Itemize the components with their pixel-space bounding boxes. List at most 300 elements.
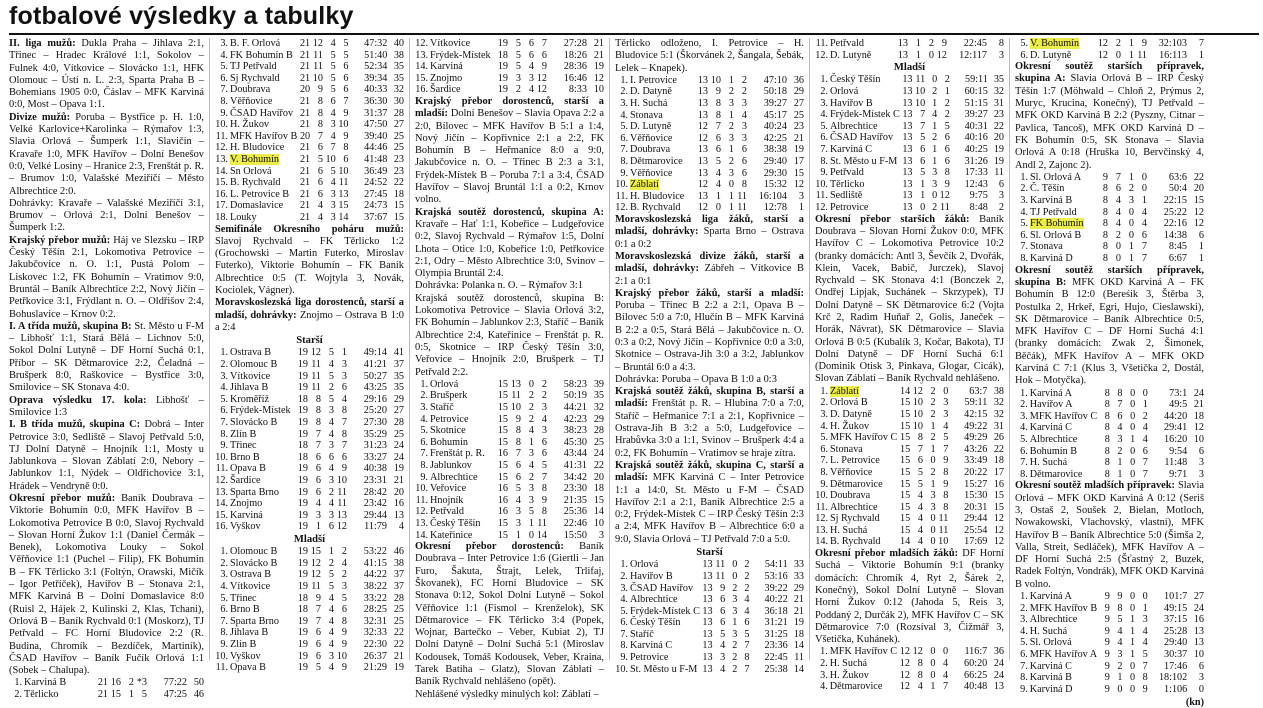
cell-score: 36:49 <box>364 165 388 177</box>
table-row <box>415 483 604 495</box>
cell-rank: 3. <box>220 38 228 49</box>
cell-team: H. Suchá <box>829 658 868 670</box>
cell-draws: 4 <box>328 498 334 510</box>
cell-played: 21 <box>299 165 311 177</box>
table-row <box>815 502 1004 514</box>
cell-score: 41:31 <box>563 459 587 471</box>
cell-draws: 4 <box>528 61 534 73</box>
cell-wins: 9 <box>1117 591 1123 602</box>
cell-wins: 12 <box>310 557 321 569</box>
cell-rank: 3. <box>420 401 428 413</box>
cell-score: 12:78 <box>763 202 787 214</box>
cell-wins: 1 <box>715 190 721 202</box>
results-text: Dohrávka: Polanka n. O. – Rýmařov 3:1 <box>415 280 583 292</box>
cell-team: H. Suchá <box>1029 457 1068 469</box>
cell-draws: 2 <box>732 640 738 652</box>
table-row <box>815 386 1004 398</box>
table-row <box>815 444 1004 456</box>
table-row <box>215 569 404 581</box>
cell-score: 41:48 <box>364 153 388 165</box>
cell-draws: 0 <box>1130 602 1136 614</box>
cell-played: 13 <box>697 167 708 179</box>
table-row <box>615 606 804 618</box>
cell-wins: 5 <box>1117 614 1123 626</box>
cell-team: Vítkovice <box>430 38 471 49</box>
results-text: MFK Karviná C – Inter Petrovice 1:1 a 14:0, St. Město u F-M – ČSAD Havířov 2:1 a 2:1, Baník Albrechtice 2:5 a 0:2, Frýdek-Místek C – IRP Český Těšín 2:3 a 2:4, MFK Havířov B – Albrechtice 6:0 a 9:0, Slavia Orlová – TJ Petřvald 7:0 a 5:0. <box>615 472 804 545</box>
standings-table <box>1015 172 1204 265</box>
table-row <box>415 38 604 50</box>
cell-points: 15 <box>593 494 604 506</box>
cell-points: 32 <box>393 84 404 96</box>
cell-played: 9 <box>1104 614 1110 626</box>
cell-rank: 10. <box>215 119 228 131</box>
table-row <box>1015 457 1204 469</box>
table-row <box>615 202 804 214</box>
cell-points: 24 <box>1193 387 1204 399</box>
table-row <box>815 658 1004 670</box>
cell-score: 22:16 <box>1163 218 1187 230</box>
cell-losses: 2 <box>541 390 547 402</box>
cell-score: 38:38 <box>763 144 787 156</box>
cell-score: 20:31 <box>964 501 988 513</box>
cell-draws: 1 <box>1128 241 1134 253</box>
cell-score: 44:20 <box>1164 410 1188 422</box>
competition-heading: Krajská soutěž dorostenců, skupina A: <box>415 206 604 218</box>
cell-played: 19 <box>497 38 508 49</box>
cell-points: 19 <box>393 662 404 674</box>
cell-draws: 0 <box>930 524 936 536</box>
cell-team: Šardice <box>230 475 261 486</box>
cell-score: 40:48 <box>964 681 988 693</box>
cell-draws: 2 <box>732 652 738 664</box>
cell-played: 15 <box>497 425 508 437</box>
table-row <box>215 558 404 570</box>
cell-draws: 1 <box>728 74 734 86</box>
results-paragraph <box>615 214 804 251</box>
cell-rank: 9. <box>620 167 628 179</box>
cell-losses: 2 <box>744 570 750 582</box>
standings-table <box>1015 388 1204 481</box>
cell-draws: 0 <box>1128 229 1134 241</box>
author-signature: (kn) <box>1185 697 1204 708</box>
cell-losses: 9 <box>343 107 349 119</box>
column-3 <box>409 38 609 700</box>
table-row <box>215 546 404 558</box>
table-row <box>815 86 1004 98</box>
cell-team: Dětmarovice <box>829 478 883 490</box>
cell-wins: 11 <box>511 390 521 402</box>
cell-rank: 10. <box>815 490 828 502</box>
cell-losses: 4 <box>1142 637 1148 649</box>
cell-rank: 7. <box>1020 660 1028 672</box>
cell-played: 13 <box>697 86 708 98</box>
table-row <box>815 513 1004 525</box>
table-row <box>415 495 604 507</box>
cell-played: 15 <box>899 432 911 444</box>
cell-played: 12 <box>899 669 910 681</box>
cell-score: 49:14 <box>363 347 387 359</box>
cell-played: 14 <box>899 385 911 397</box>
results-paragraph <box>415 280 604 292</box>
cell-draws: 1 <box>328 546 334 558</box>
cell-team: I. Petrovice <box>630 74 677 86</box>
cell-losses: 11 <box>1137 49 1147 61</box>
cell-losses: 10 <box>336 650 347 662</box>
cell-rank: 1. <box>820 646 828 658</box>
cell-team: Sl. Orlová A <box>1030 171 1082 183</box>
cell-played: 19 <box>497 61 508 73</box>
table-row <box>415 402 604 414</box>
cell-team: D. Lutyně <box>630 121 672 133</box>
table-row <box>415 472 604 484</box>
cell-points: 23 <box>793 121 804 133</box>
cell-rank: 12. <box>815 49 828 61</box>
table-row <box>815 98 1004 110</box>
table-row <box>1015 637 1204 649</box>
cell-wins: 6 <box>917 455 923 467</box>
cell-played: 19 <box>297 627 308 639</box>
cell-losses: 8 <box>341 615 347 627</box>
cell-rank: 16. <box>415 84 428 96</box>
cell-score: 24:73 <box>364 200 388 212</box>
cell-rank: 4. <box>220 581 228 593</box>
table-row <box>215 405 404 417</box>
cell-losses: 3 <box>541 401 547 413</box>
cell-played: 12 <box>1097 38 1108 49</box>
cell-draws: 0 <box>930 513 936 525</box>
cell-draws: 5 <box>328 347 334 359</box>
cell-points: 14 <box>793 640 804 652</box>
cell-score: 42:15 <box>964 408 988 420</box>
cell-played: 13 <box>902 86 913 98</box>
cell-team: Frenštát p. R. <box>430 448 485 460</box>
cell-losses: 7 <box>341 417 347 429</box>
table-row <box>215 38 404 50</box>
table-row <box>215 108 404 120</box>
cell-score: 8:33 <box>568 84 587 96</box>
cell-draws: 2 <box>128 677 134 689</box>
cell-played: 19 <box>297 486 308 498</box>
cell-team: H. Bludovice <box>229 142 285 154</box>
cell-played: 12 <box>697 121 708 133</box>
cell-draws: 1 <box>1130 614 1136 626</box>
table-row <box>1015 183 1204 195</box>
cell-score: 23:31 <box>363 475 387 486</box>
cell-rank: 2. <box>620 570 628 582</box>
table-row <box>815 190 1004 202</box>
cell-score: 51:15 <box>964 97 988 109</box>
cell-losses: 6 <box>744 617 750 629</box>
cell-wins: 4 <box>315 498 321 510</box>
cell-draws: 1 <box>930 478 936 490</box>
cell-score: 50:27 <box>363 370 387 382</box>
cell-played: 13 <box>902 132 913 144</box>
cell-wins: 3 <box>515 517 521 529</box>
cell-team: Karviná C <box>1029 422 1072 434</box>
cell-draws: 2 <box>932 202 938 214</box>
cell-team: Jihlava B <box>230 382 269 394</box>
cell-team: Dětmarovice <box>1029 468 1083 480</box>
cell-wins: 6 <box>317 188 323 200</box>
cell-points: 21 <box>793 605 804 617</box>
cell-losses: 11 <box>537 517 547 529</box>
cell-team: Frýdek-Místek C <box>829 109 900 121</box>
cell-rank: 6. <box>820 132 828 144</box>
cell-points: 3 <box>998 49 1004 61</box>
cell-team: Věřňovice <box>630 132 673 144</box>
cell-score: 36:18 <box>764 605 788 617</box>
cell-losses: 6 <box>341 604 347 616</box>
cell-wins: 6 <box>720 594 726 606</box>
cell-score: 43:25 <box>363 382 387 394</box>
cell-wins: 8 <box>917 658 923 670</box>
cell-rank: 8. <box>620 640 628 652</box>
table-row <box>1015 684 1204 696</box>
table-subheading: Mladší <box>293 533 326 545</box>
cell-rank: 3. <box>820 97 828 109</box>
cell-team: H. Suchá <box>1029 625 1068 637</box>
cell-rank: 3. <box>1020 614 1028 626</box>
competition-heading: Krajský přebor dorostenců, starší a mladší: <box>415 95 604 120</box>
cell-points: 13 <box>1193 637 1204 649</box>
cell-team: Dětmarovice <box>829 681 883 693</box>
cell-wins: 5 <box>515 61 521 73</box>
cell-score: 39:27 <box>763 98 787 110</box>
cell-score: 1:106 <box>1164 683 1188 695</box>
cell-wins: 11 <box>311 382 321 394</box>
cell-team: Karviná B <box>24 677 67 689</box>
cell-wins: 3 <box>515 72 521 84</box>
cell-played: 8 <box>1104 387 1110 399</box>
cell-points: 33 <box>793 570 804 582</box>
cell-played: 15 <box>497 517 508 529</box>
cell-wins: 9 <box>715 86 721 98</box>
cell-played: 8 <box>1104 422 1110 434</box>
cell-score: 6:67 <box>1168 253 1187 265</box>
cell-points: 22 <box>1193 171 1204 183</box>
cell-wins: 1 <box>315 521 321 533</box>
cell-played: 19 <box>297 405 308 417</box>
cell-played: 9 <box>1104 602 1110 614</box>
table-row <box>815 525 1004 537</box>
cell-team: Havířov B <box>829 97 873 109</box>
table-row <box>215 119 404 131</box>
cell-played: 8 <box>1102 229 1108 241</box>
table-row <box>815 202 1004 214</box>
cell-wins: 1 <box>915 38 921 49</box>
cell-wins: 4 <box>1115 218 1121 230</box>
cell-points: 10 <box>593 517 604 529</box>
cell-wins: 10 <box>710 74 721 86</box>
cell-losses: 2 <box>1142 410 1148 422</box>
cell-wins: 0 <box>920 202 926 214</box>
table-row <box>1015 195 1204 207</box>
cell-wins: 5 <box>515 38 521 49</box>
cell-losses: 12 <box>536 84 547 96</box>
results-paragraph <box>415 207 604 281</box>
cell-played: 8 <box>1102 241 1108 253</box>
cell-draws: 3 <box>328 650 334 662</box>
table-row <box>415 414 604 426</box>
cell-points: 24 <box>393 451 404 463</box>
cell-team: Jihlava B <box>230 627 269 639</box>
cell-played: 19 <box>297 347 308 359</box>
cell-played: 12 <box>697 202 708 214</box>
cell-score: 29:44 <box>363 509 387 521</box>
cell-team: Orlová <box>629 559 659 571</box>
cell-rank: 6. <box>420 436 428 448</box>
cell-score: 49:15 <box>1164 602 1188 614</box>
cell-wins: 0 <box>1115 49 1121 61</box>
cell-wins: 11 <box>715 570 726 582</box>
cell-draws: 2 <box>930 408 936 420</box>
cell-losses: 6 <box>541 448 547 460</box>
cell-draws: 4 <box>328 604 334 616</box>
cell-losses: 4 <box>744 594 750 606</box>
cell-team: Albrechtice <box>430 471 478 483</box>
cell-wins: 9 <box>720 582 726 594</box>
cell-team: MFK Havířov C <box>1029 410 1098 422</box>
cell-losses: 7 <box>541 38 547 49</box>
cell-losses: 9 <box>341 662 347 674</box>
cell-losses: 9 <box>541 61 547 73</box>
cell-draws: 1 <box>732 617 738 629</box>
cell-draws: 0 <box>930 646 936 658</box>
table-row <box>615 75 804 87</box>
cell-wins: 7 <box>315 440 321 452</box>
cell-rank: 14. <box>415 529 428 541</box>
cell-played: 19 <box>297 370 308 382</box>
cell-team: Sparta Brno <box>230 615 279 627</box>
cell-wins: 3 <box>1117 433 1123 445</box>
cell-played: 15 <box>497 378 508 390</box>
results-text: DF Horní Suchá – Viktorie Bohumín 9:1 (branky domácích: Chromík 4, Ryt 2, Šárek 2, Konečný), Sokol Dolní Lutyně – Slovan Horní Žukov 0:12 (Jahoda 5, Reis 3, Poddaný 2, Durčák 2), MFK Havířov C – SK Dětmarovice 7:0 (Rozsíval 3, Čižmář 3, Všetička, Kuhánek). <box>815 548 1004 646</box>
cell-draws: 1 <box>128 689 134 701</box>
cell-rank: 2. <box>1020 183 1028 195</box>
cell-team: Český Těšín <box>629 617 681 629</box>
cell-team: ČSAD Havířov <box>229 107 294 119</box>
cell-played: 19 <box>297 475 308 486</box>
cell-draws: 1 <box>728 202 734 214</box>
cell-score: 44:21 <box>563 401 587 413</box>
cell-score: 40:38 <box>363 463 387 475</box>
cell-points: 18 <box>993 455 1004 467</box>
cell-losses: 12 <box>536 72 547 84</box>
cell-losses: 11 <box>337 498 347 510</box>
cell-draws: 4 <box>330 130 336 142</box>
results-text: Znojmo – Ostrava B 1:0 a 2:4 <box>215 309 404 333</box>
table-row <box>215 84 404 96</box>
cell-score: 11:79 <box>364 521 387 533</box>
cell-team: Vyškov <box>230 650 261 662</box>
cell-losses: 14 <box>536 529 547 541</box>
cell-points: 18 <box>1193 410 1204 422</box>
cell-rank: 7. <box>820 144 828 156</box>
cell-draws: 0 <box>930 658 936 670</box>
cell-score: 25:20 <box>363 405 387 417</box>
table-row <box>815 536 1004 548</box>
cell-wins: 2 <box>1115 229 1121 241</box>
competition-heading: Okresní přebor starších žáků: <box>815 213 970 225</box>
cell-wins: 4 <box>917 490 923 502</box>
cell-score: 9:54 <box>1169 445 1188 457</box>
cell-wins: 5 <box>917 478 923 490</box>
cell-score: 51:40 <box>364 49 388 61</box>
cell-score: 39:34 <box>364 72 388 84</box>
column-1 <box>9 38 209 701</box>
cell-played: 13 <box>902 120 913 132</box>
cell-draws: 3 <box>732 594 738 606</box>
table-row <box>1015 434 1204 446</box>
cell-rank: 5. <box>1020 38 1028 49</box>
cell-draws: 0 <box>932 190 938 202</box>
table-row <box>215 521 404 533</box>
cell-team: Sj Rychvald <box>829 513 880 525</box>
cell-points: 16 <box>993 478 1004 490</box>
cell-team: Olomouc B <box>230 359 278 371</box>
cell-draws: 1 <box>528 436 534 448</box>
cell-draws: 4 <box>932 109 938 121</box>
cell-score: 22:45 <box>963 38 987 49</box>
results-paragraph <box>9 321 204 395</box>
cell-points: 25 <box>593 436 604 448</box>
cell-draws: 1 <box>930 420 936 432</box>
cell-rank: 8. <box>820 466 828 478</box>
cell-losses: 10 <box>938 536 949 548</box>
table-row <box>415 390 604 402</box>
cell-points: 22 <box>993 443 1004 455</box>
cell-played: 19 <box>297 662 308 674</box>
cell-team: St. Město u F-M <box>829 155 898 167</box>
cell-points: 21 <box>393 650 404 662</box>
cell-team: Doubrava <box>630 144 671 156</box>
cell-rank: 12. <box>815 513 828 525</box>
results-text: St. Město u F-M – Libhošť 1:1, Stará Bělá – Lichnov 5:0, Sokol Dolní Lutyně – DF Horní Suchá 0:1, Příbor – SK Dětmarovice 2:2, Čeladná – Brušperk 8:0, Raškovice – Bystřice 3:0, Smilovice – SK Stonava 4:0. <box>9 320 204 394</box>
cell-rank: 9. <box>820 478 828 490</box>
cell-rank: 4. <box>820 109 828 121</box>
column-2 <box>209 38 409 674</box>
table-row <box>815 646 1004 658</box>
cell-draws: 1 <box>1128 49 1134 61</box>
table-row <box>615 640 804 652</box>
cell-wins: 4 <box>917 536 923 548</box>
cell-losses: 8 <box>341 428 347 440</box>
cell-rank: 12. <box>215 142 228 154</box>
results-paragraph <box>1015 480 1204 591</box>
cell-score: 73:1 <box>1169 387 1188 399</box>
cell-rank: 4. <box>1020 206 1028 218</box>
cell-score: 12:43 <box>964 178 988 190</box>
cell-score: 49:5 <box>1169 399 1188 411</box>
cell-played: 8 <box>1102 218 1108 230</box>
cell-score: 15:30 <box>964 490 988 502</box>
cell-rank: 2. <box>220 557 228 569</box>
cell-points: 1 <box>1198 241 1204 253</box>
table-row <box>615 583 804 595</box>
cell-team: Sl. Orlová <box>1029 637 1072 649</box>
cell-score: 59:11 <box>964 74 988 86</box>
cell-score: 53:22 <box>363 546 387 558</box>
cell-rank: 6. <box>1020 445 1028 457</box>
cell-rank: 11. <box>815 501 828 513</box>
cell-score: 45:30 <box>563 436 587 448</box>
competition-heading: Okresní soutěž starších přípravek, skupina B: <box>1015 264 1204 288</box>
cell-rank: 14. <box>215 165 228 177</box>
cell-rank: 7. <box>1020 241 1028 253</box>
table-row <box>815 479 1004 491</box>
results-paragraph <box>415 96 604 207</box>
cell-wins: 10 <box>912 408 923 420</box>
